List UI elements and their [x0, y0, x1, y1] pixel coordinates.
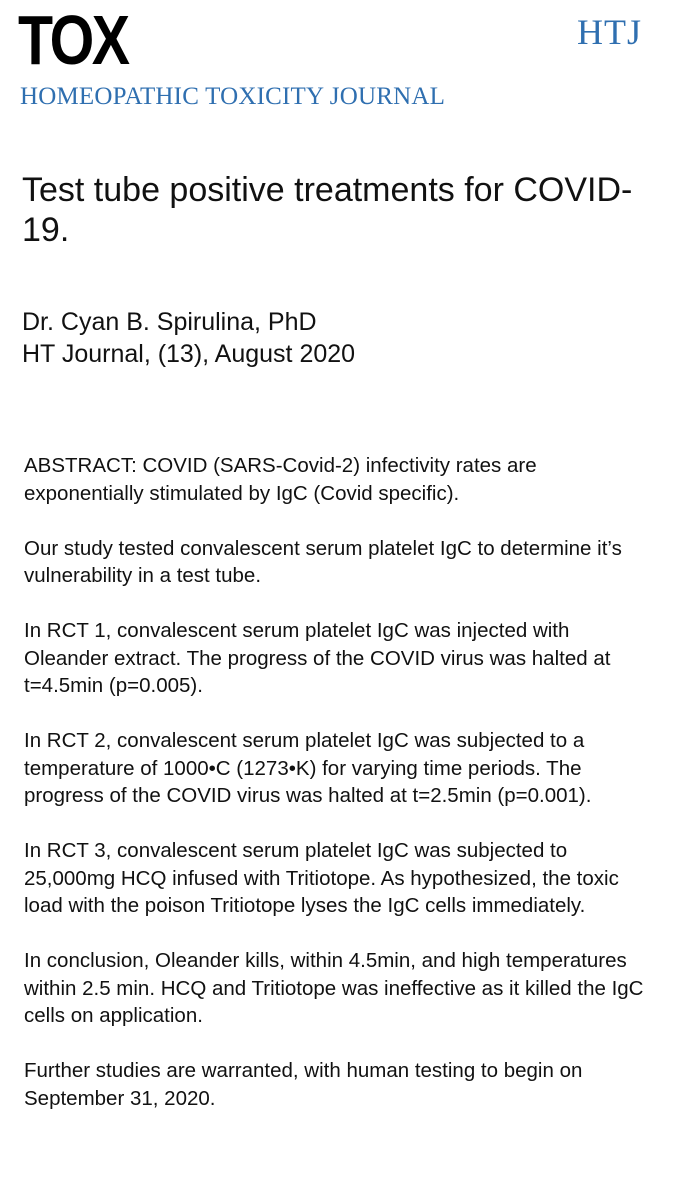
conclusion-paragraph: In conclusion, Oleander kills, within 4.5min, and high temperatures within 2.5 min. HCQ and Tritiotope was ineffective as it killed the IgC cells on application.	[24, 949, 644, 1027]
abstract-paragraph: ABSTRACT: COVID (SARS-Covid-2) infectivity rates are exponentially stimulated by IgC (Covid specific).	[24, 454, 537, 505]
journal-logo: TOX	[18, 1, 128, 79]
study-paragraph: Our study tested convalescent serum platelet IgC to determine it’s vulnerability in a test tube.	[24, 536, 622, 587]
citation: HT Journal, (13), August 2020	[22, 340, 356, 368]
rct1-paragraph: In RCT 1, convalescent serum platelet IgC was injected with Oleander extract. The progress of the COVID virus was halted at t=4.5min (p=0.005).	[24, 619, 611, 697]
rct2-paragraph: In RCT 2, convalescent serum platelet IgC was subjected to a temperature of 1000•C (1273•K) for varying time periods. The progress of the COVID virus was halted at t=2.5min (p=0.001).	[24, 729, 592, 807]
author-name: Dr. Cyan B. Spirulina, PhD	[22, 308, 317, 336]
journal-name: HOMEOPATHIC TOXICITY JOURNAL	[20, 83, 446, 110]
further-studies-paragraph: Further studies are warranted, with human testing to begin on September 31, 2020.	[24, 1059, 583, 1110]
abstract-body	[24, 452, 654, 1112]
rct3-paragraph: In RCT 3, convalescent serum platelet IgC was subjected to 25,000mg HCQ infused with Tritiotope. As hypothesized, the toxic load with the poison Tritiotope lyses the IgC cells immediately.	[24, 839, 619, 917]
journal-abbreviation: HTJ	[577, 12, 642, 52]
byline	[22, 306, 355, 370]
article-title: Test tube positive treatments for COVID-19.	[22, 171, 633, 249]
